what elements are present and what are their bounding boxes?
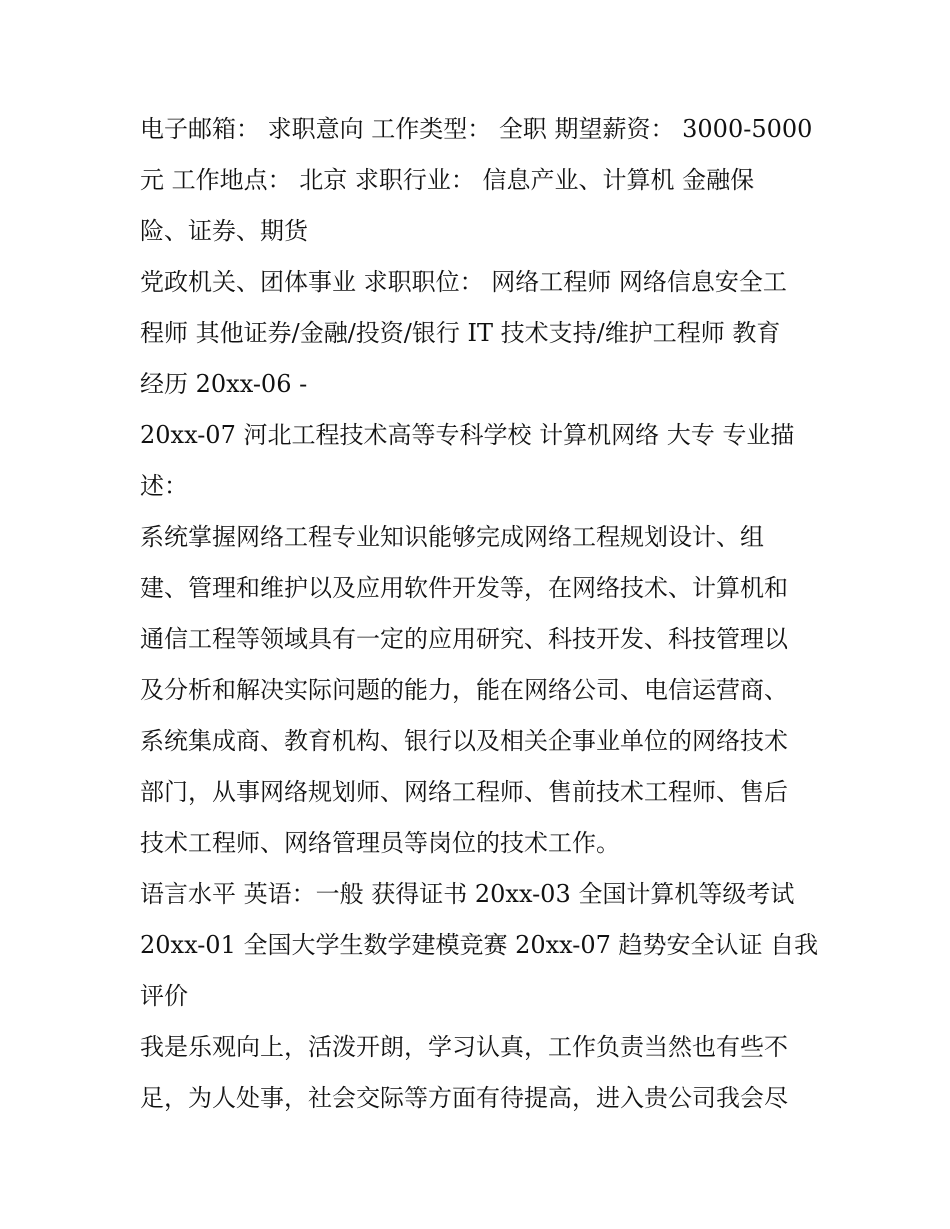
text-line: 20xx-07 河北工程技术高等专科学校 计算机网络 大专 专业描 bbox=[140, 421, 795, 449]
text-line: 险、证券、期货 bbox=[140, 217, 308, 245]
text-line: 系统掌握网络工程专业知识能够完成网络工程规划设计、组 bbox=[140, 523, 764, 551]
text-line: 语言水平 英语：一般 获得证书 20xx-03 全国计算机等级考试 bbox=[140, 880, 795, 908]
text-line: 述： bbox=[140, 472, 188, 500]
text-line: 评价 bbox=[140, 982, 188, 1010]
text-line: 足，为人处事，社会交际等方面有待提高，进入贵公司我会尽 bbox=[140, 1084, 788, 1112]
text-line: 20xx-01 全国大学生数学建模竞赛 20xx-07 趋势安全认证 自我 bbox=[140, 931, 819, 959]
text-line: 党政机关、团体事业 求职职位： 网络工程师 网络信息安全工 bbox=[140, 268, 787, 296]
text-line: 经历 20xx-06 - bbox=[140, 370, 308, 398]
text-line: 及分析和解决实际问题的能力，能在网络公司、电信运营商、 bbox=[140, 676, 788, 704]
text-line: 系统集成商、教育机构、银行以及相关企事业单位的网络技术 bbox=[140, 727, 788, 755]
text-line: 建、管理和维护以及应用软件开发等，在网络技术、计算机和 bbox=[140, 574, 788, 602]
text-line: 元 工作地点： 北京 求职行业： 信息产业、计算机 金融保 bbox=[140, 166, 755, 194]
text-line: 部门，从事网络规划师、网络工程师、售前技术工程师、售后 bbox=[140, 778, 788, 806]
document-body bbox=[140, 104, 840, 1124]
text-line: 我是乐观向上，活泼开朗，学习认真，工作负责当然也有些不 bbox=[140, 1033, 788, 1061]
text-line: 通信工程等领域具有一定的应用研究、科技开发、科技管理以 bbox=[140, 625, 788, 653]
text-line: 技术工程师、网络管理员等岗位的技术工作。 bbox=[140, 829, 620, 857]
text-line: 程师 其他证券/金融/投资/银行 IT 技术支持/维护工程师 教育 bbox=[140, 319, 781, 347]
text-line: 电子邮箱： 求职意向 工作类型： 全职 期望薪资： 3000-5000 bbox=[140, 115, 813, 143]
